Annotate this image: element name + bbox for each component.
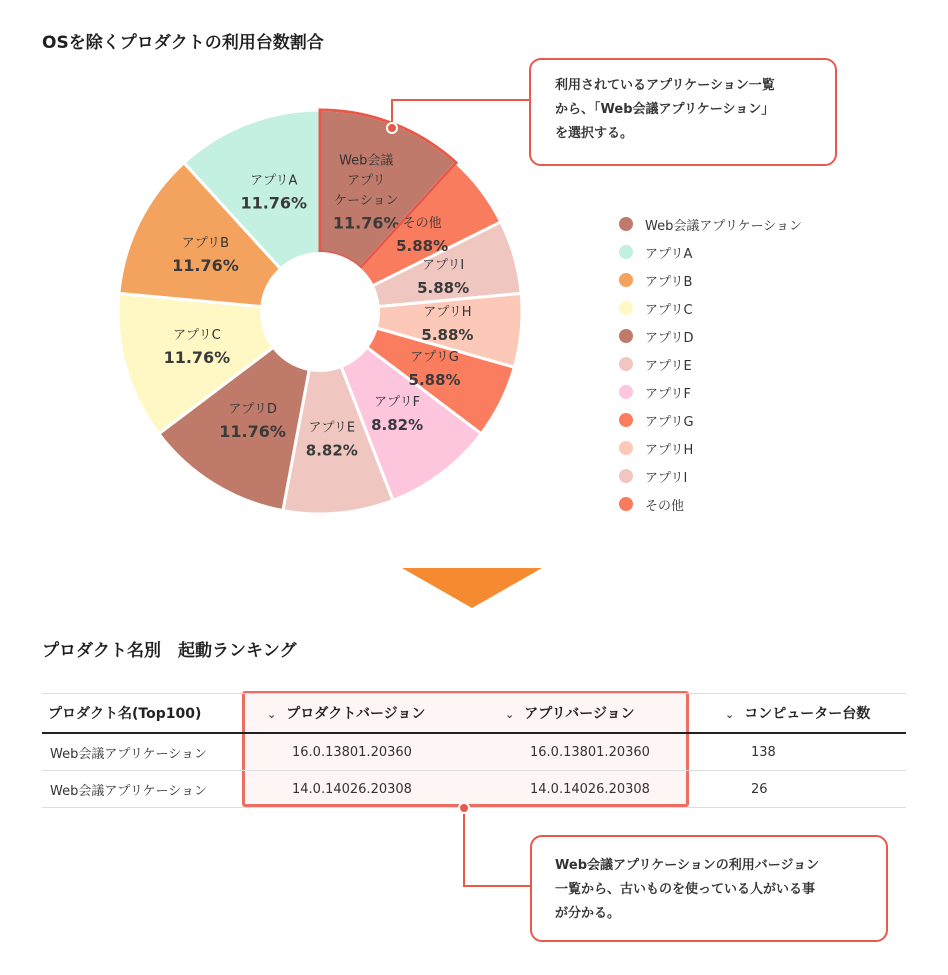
legend-label: Web会議アプリケーション [645, 218, 803, 234]
slice-label: アプリH [423, 304, 472, 320]
col-product-version-label: プロダクトバージョン [286, 706, 426, 722]
chart-legend [619, 210, 859, 518]
legend-item[interactable] [619, 238, 859, 266]
legend-label: アプリE [645, 358, 692, 374]
legend-label: アプリB [645, 274, 693, 290]
col-app-version-label: アプリバージョン [524, 706, 635, 722]
cell-computer-count: 138 [723, 733, 906, 771]
cell-app-version: 14.0.14026.20308 [488, 771, 723, 808]
cell-product-version: 14.0.14026.20308 [250, 771, 488, 808]
cell-app-version: 16.0.13801.20360 [488, 733, 723, 771]
col-computer-count[interactable] [723, 694, 906, 734]
col-app-version[interactable] [488, 694, 723, 734]
table-row[interactable] [42, 733, 906, 771]
slice-label: アプリB [181, 235, 230, 251]
callout1-connector [380, 90, 540, 140]
col-computer-count-label: コンピューター台数 [744, 706, 871, 722]
callout2-line: Web会議アプリケーションの利用バージョン [555, 858, 820, 873]
callout2-line: 一覧から、古いものを使っている人がいる事 [555, 882, 816, 897]
col-product-name-label: プロダクト名(Top100) [48, 706, 202, 722]
legend-swatch [619, 469, 633, 483]
slice-value-label: 8.82% [305, 441, 358, 460]
callout1-line: 利用されているアプリケーション一覧 [555, 78, 775, 93]
legend-swatch [619, 273, 633, 287]
callout2-connector [455, 800, 535, 895]
down-arrow-icon [402, 568, 542, 608]
slice-label: アプリA [250, 173, 298, 189]
slice-value-label: 5.88% [417, 278, 470, 297]
slice-label: Web会議 [339, 153, 394, 169]
slice-value-label: 5.88% [408, 371, 461, 390]
legend-swatch [619, 413, 633, 427]
legend-swatch [619, 245, 633, 259]
legend-swatch [619, 301, 633, 315]
callout1-line: を選択する。 [555, 126, 634, 141]
legend-label: アプリF [645, 386, 691, 402]
slice-value-label: 5.88% [421, 325, 474, 344]
cell-computer-count: 26 [723, 771, 906, 808]
callout-old-versions [530, 835, 888, 942]
legend-item[interactable] [619, 350, 859, 378]
slice-value-label: 11.76% [219, 421, 286, 441]
slice-label: アプリ [346, 173, 386, 189]
legend-swatch [619, 497, 633, 511]
legend-label: アプリA [645, 246, 693, 262]
table-header-row [42, 694, 906, 734]
chevron-down-icon[interactable]: ⌄ [267, 708, 277, 721]
slice-label: アプリG [410, 350, 459, 366]
slice-value-label: 11.76% [240, 193, 308, 213]
slice-label: アプリC [173, 328, 221, 344]
slice-value-label: 5.88% [396, 236, 449, 255]
legend-label: アプリD [645, 330, 694, 346]
legend-item[interactable] [619, 462, 859, 490]
slice-label: アプリI [421, 257, 465, 273]
legend-swatch [619, 441, 633, 455]
cell-product-version: 16.0.13801.20360 [250, 733, 488, 771]
legend-item[interactable] [619, 378, 859, 406]
callout2-line: が分かる。 [555, 906, 621, 921]
slice-label: アプリD [228, 401, 277, 417]
legend-item[interactable] [619, 322, 859, 350]
cell-product-name: Web会議アプリケーション [42, 771, 250, 808]
legend-item[interactable] [619, 490, 859, 518]
chevron-down-icon[interactable]: ⌄ [725, 708, 735, 721]
chevron-down-icon[interactable]: ⌄ [505, 708, 515, 721]
legend-item[interactable] [619, 266, 859, 294]
ranking-title: プロダクト名別 起動ランキング [42, 641, 297, 661]
legend-item[interactable] [619, 294, 859, 322]
slice-label: ケーション [333, 193, 399, 209]
legend-label: アプリG [645, 414, 694, 430]
legend-label: その他 [645, 498, 685, 514]
slice-value-label: 11.76% [332, 213, 400, 233]
col-product-version[interactable] [250, 694, 488, 734]
legend-label: アプリH [645, 442, 694, 458]
chart-hole [260, 252, 380, 372]
slice-value-label: 11.76% [172, 255, 239, 275]
slice-label: その他 [402, 215, 442, 231]
chart-title: OSを除くプロダクトの利用台数割合 [42, 33, 324, 53]
usage-donut-chart [100, 100, 540, 540]
slice-label: アプリF [374, 395, 421, 411]
callout1-line: から、「Web会議アプリケーション」 [555, 102, 775, 117]
legend-item[interactable] [619, 434, 859, 462]
ranking-table [42, 693, 906, 808]
legend-item[interactable] [619, 210, 859, 238]
col-product-name[interactable] [42, 694, 250, 734]
slice-value-label: 8.82% [371, 416, 424, 435]
legend-swatch [619, 385, 633, 399]
slice-value-label: 11.76% [163, 348, 231, 368]
callout-select-web-meeting [529, 58, 837, 166]
legend-item[interactable] [619, 406, 859, 434]
legend-label: アプリC [645, 302, 693, 318]
legend-swatch [619, 217, 633, 231]
legend-label: アプリI [645, 470, 688, 486]
cell-product-name: Web会議アプリケーション [42, 733, 250, 771]
slice-label: アプリE [308, 420, 356, 436]
legend-swatch [619, 357, 633, 371]
legend-swatch [619, 329, 633, 343]
